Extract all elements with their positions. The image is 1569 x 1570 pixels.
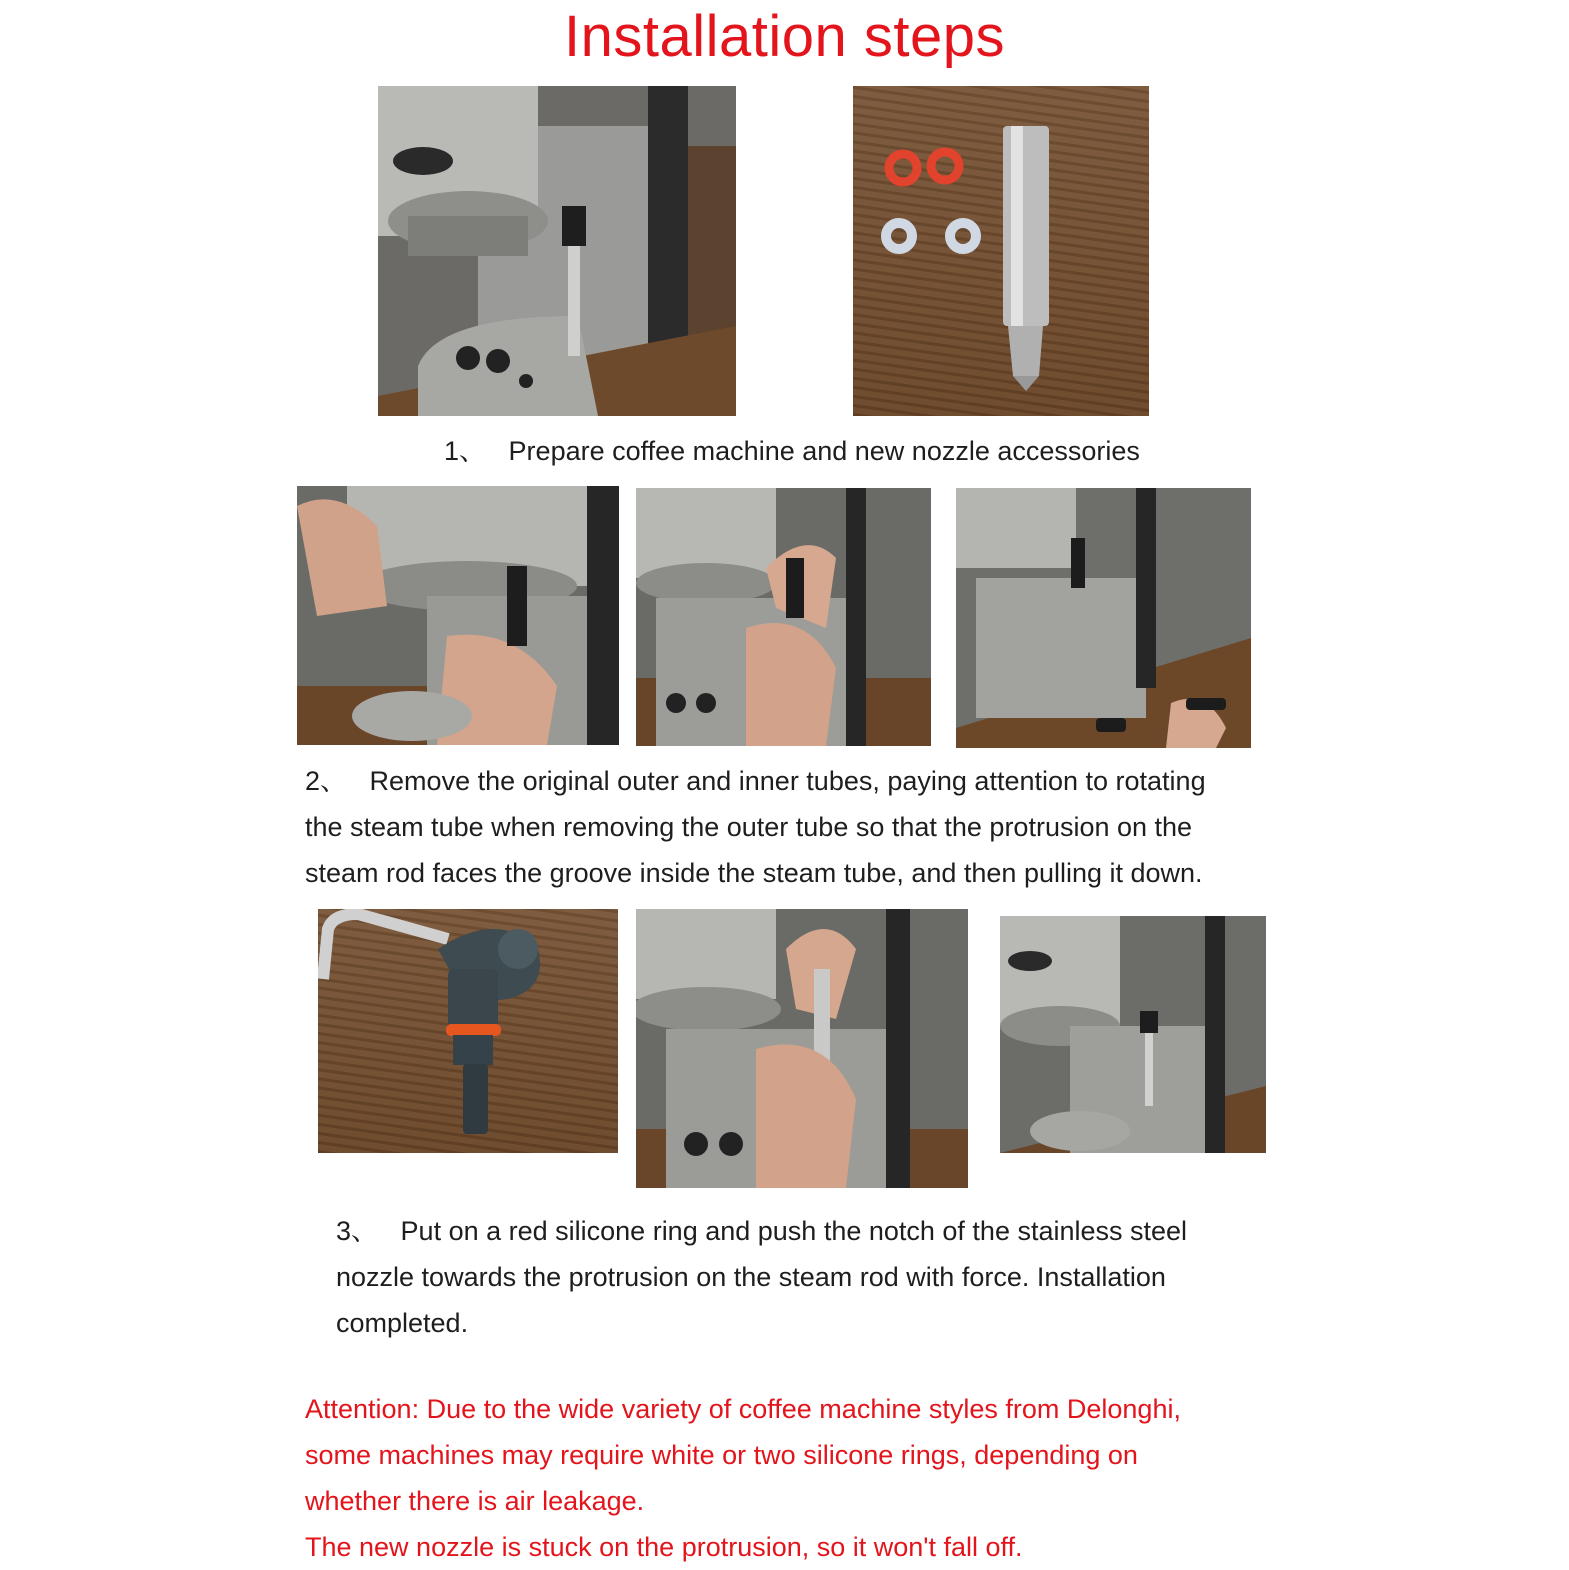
attention-line-3: whether there is air leakage. <box>305 1486 645 1516</box>
step-1-number: 1、 <box>444 436 487 466</box>
attention-line-1: Attention: Due to the wide variety of coffee machine styles from Delonghi, <box>305 1394 1181 1424</box>
step-2-line-3: steam rod faces the groove inside the steam tube, and then pulling it down. <box>305 858 1203 888</box>
attention-line-2: some machines may require white or two silicone rings, depending on <box>305 1440 1138 1470</box>
step-2-text <box>305 758 1206 896</box>
step-1-line-1: Prepare coffee machine and new nozzle accessories <box>508 436 1140 466</box>
photo-nozzle-accessories <box>853 86 1149 416</box>
photo-step-3-steam-rod-with-ring <box>318 909 618 1153</box>
attention-note <box>305 1386 1181 1570</box>
photo-step-3-installation-completed <box>1000 916 1266 1153</box>
attention-line-4: The new nozzle is stuck on the protrusion, so it won't fall off. <box>305 1532 1023 1562</box>
step-3-number: 3、 <box>336 1216 379 1246</box>
photo-step-2-rotate-tube <box>636 488 931 746</box>
step-2-line-1: Remove the original outer and inner tubes, paying attention to rotating <box>369 766 1206 796</box>
photo-step-2-tube-removed <box>956 488 1251 748</box>
photo-step-3-push-nozzle <box>636 909 968 1188</box>
step-3-line-2: nozzle towards the protrusion on the steam rod with force. Installation <box>336 1262 1166 1292</box>
step-2-line-2: the steam tube when removing the outer tube so that the protrusion on the <box>305 812 1193 842</box>
photo-coffee-machine <box>378 86 736 416</box>
step-3-line-1: Put on a red silicone ring and push the notch of the stainless steel <box>400 1216 1188 1246</box>
page-title: Installation steps <box>563 4 1006 69</box>
step-3-text <box>336 1208 1187 1346</box>
step-3-line-3: completed. <box>336 1308 469 1338</box>
step-1-text <box>444 428 1140 474</box>
step-2-number: 2、 <box>305 766 348 796</box>
photo-step-2-remove-outer-tube <box>297 486 619 745</box>
